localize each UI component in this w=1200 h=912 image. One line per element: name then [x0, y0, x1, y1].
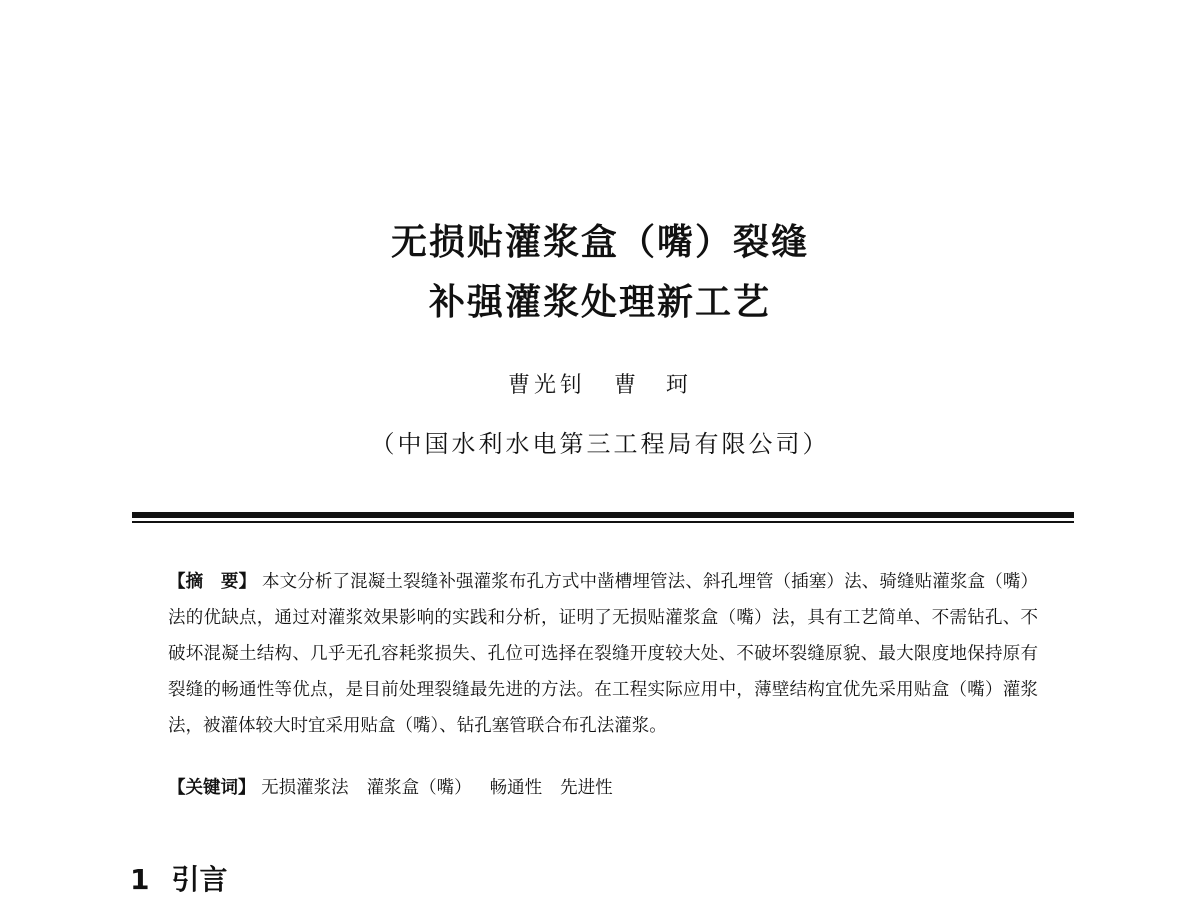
header-rule-thin — [132, 521, 1074, 523]
section-title: 引言 — [171, 863, 228, 896]
abstract — [168, 564, 1038, 744]
title-line-1: 无损贴灌浆盒（嘴）裂缝 — [390, 222, 809, 263]
keyword: 先进性 — [560, 778, 613, 798]
keywords — [168, 770, 1038, 806]
author-list — [0, 368, 1200, 399]
keywords-label: 【关键词】 — [168, 778, 256, 798]
header-rule-thick — [132, 512, 1074, 518]
author-name: 曹 珂 — [614, 373, 693, 398]
author-name: 曹光钊 — [507, 373, 586, 398]
section-heading — [130, 858, 228, 898]
paper-title — [0, 213, 1200, 333]
title-line-2: 补强灌浆处理新工艺 — [428, 282, 771, 323]
keyword: 无损灌浆法 — [261, 778, 349, 798]
keyword: 灌浆盒（嘴） — [366, 778, 472, 798]
keyword: 畅通性 — [489, 778, 543, 798]
affiliation: （中国水利水电第三工程局有限公司） — [370, 430, 830, 458]
abstract-text: 本文分析了混凝土裂缝补强灌浆布孔方式中凿槽埋管法、斜孔埋管（插塞）法、骑缝贴灌浆盒（嘴）法的优缺点，通过对灌浆效果影响的实践和分析，证明了无损贴灌浆盒（嘴）法，具有工艺简单、不需钻孔、不破坏混凝土结构、几乎无孔容耗浆损失、孔位可选择在裂缝开度较大处、不破坏裂缝原貌、最大限度地保持原有裂缝的畅通性等优点，是目前处理裂缝最先进的方法。在工程实际应用中，薄壁结构宜优先采用贴盒（嘴）灌浆法，被灌体较大时宜采用贴盒（嘴）、钻孔塞管联合布孔法灌浆。 — [168, 572, 1039, 736]
abstract-label: 【摘 要】 — [168, 572, 257, 592]
section-number: 1 — [130, 863, 150, 896]
